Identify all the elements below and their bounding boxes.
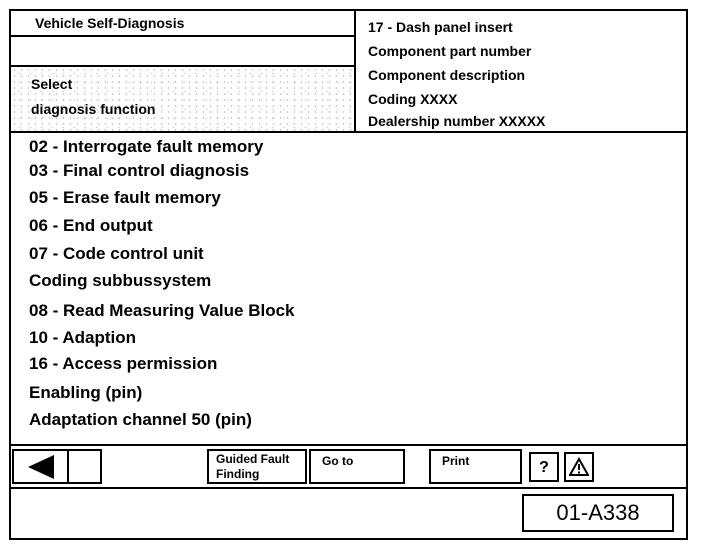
- guided-fault-finding-label-line1: Guided Fault: [216, 452, 290, 466]
- go-to-button[interactable]: [309, 449, 405, 484]
- guided-fault-finding-label-line2: Finding: [216, 467, 260, 481]
- left-arrow-icon: [28, 455, 54, 479]
- back-button[interactable]: [12, 449, 102, 484]
- menu-item-adaptation-channel-50[interactable]: Adaptation channel 50 (pin): [29, 410, 252, 429]
- component-description: Component description: [368, 67, 526, 83]
- header-blank-field: [11, 37, 354, 67]
- print-button[interactable]: [429, 449, 522, 484]
- menu-item-access-permission[interactable]: 16 - Access permission: [29, 354, 218, 373]
- select-prompt-panel: [11, 67, 354, 131]
- menu-item-erase-fault-memory[interactable]: 05 - Erase fault memory: [29, 188, 221, 207]
- header-divider: [11, 131, 686, 133]
- control-unit-name: 17 - Dash panel insert: [368, 19, 513, 35]
- select-prompt-line1: Select: [31, 76, 73, 92]
- diagnosis-window: [9, 9, 688, 540]
- menu-item-end-output[interactable]: 06 - End output: [29, 216, 153, 235]
- header-left-panel: [11, 11, 356, 131]
- control-unit-info-panel: [356, 11, 686, 131]
- menu-item-enabling-pin[interactable]: Enabling (pin): [29, 383, 143, 402]
- select-prompt-line2: diagnosis function: [31, 101, 156, 117]
- menu-item-adaption[interactable]: 10 - Adaption: [29, 328, 137, 347]
- footer-top-divider: [11, 444, 686, 446]
- warning-button[interactable]: [564, 452, 594, 482]
- back-button-divider: [67, 451, 69, 482]
- figure-reference-label: 01-A338: [522, 494, 674, 532]
- menu-item-final-control-diagnosis[interactable]: 03 - Final control diagnosis: [29, 161, 250, 180]
- print-label: Print: [442, 454, 470, 468]
- help-label: ?: [539, 459, 549, 476]
- menu-item-coding-subbussystem[interactable]: Coding subbussystem: [29, 271, 212, 290]
- dealership-number: Dealership number XXXXX: [368, 113, 546, 129]
- window-title: Vehicle Self-Diagnosis: [11, 11, 354, 37]
- help-button[interactable]: [529, 452, 559, 482]
- guided-fault-finding-button[interactable]: [207, 449, 307, 484]
- footer-bottom-divider: [11, 487, 686, 489]
- menu-item-read-measuring-value-block[interactable]: 08 - Read Measuring Value Block: [29, 301, 295, 320]
- coding-value: Coding XXXX: [368, 91, 458, 107]
- component-part-number: Component part number: [368, 43, 532, 59]
- menu-item-code-control-unit[interactable]: 07 - Code control unit: [29, 244, 204, 263]
- go-to-label: Go to: [322, 454, 354, 468]
- menu-item-interrogate-fault-memory[interactable]: 02 - Interrogate fault memory: [29, 137, 264, 156]
- warning-triangle-icon: [569, 457, 589, 477]
